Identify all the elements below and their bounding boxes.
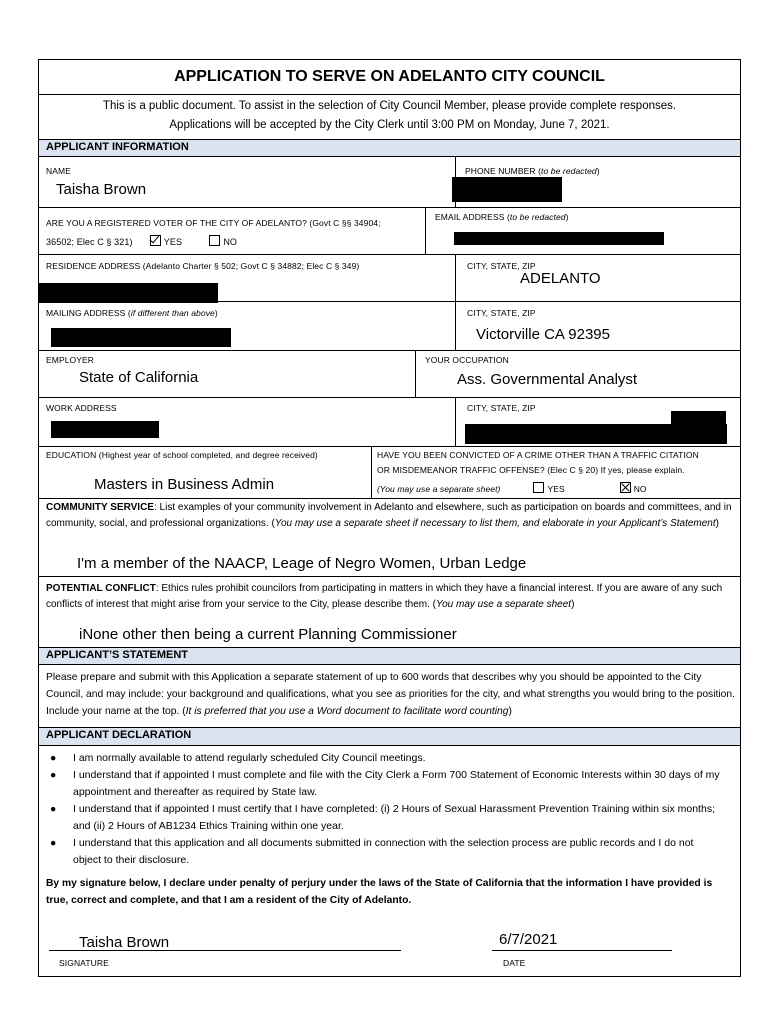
divider <box>39 446 740 447</box>
bullet-icon: ● <box>50 837 57 849</box>
section-applicant-statement: APPLICANT’S STATEMENT <box>39 647 740 665</box>
divider <box>455 254 456 301</box>
divider <box>39 94 740 95</box>
voter-no-checkbox[interactable] <box>209 235 220 246</box>
residence-city-label: CITY, STATE, ZIP <box>467 261 536 271</box>
divider <box>425 207 426 254</box>
work-city-label: CITY, STATE, ZIP <box>467 403 536 413</box>
application-form <box>38 59 741 977</box>
declaration-item: ● I understand that if appointed I must complete and file with the City Clerk a Form 700 Statement of Economic Interests within 30 days of my appointment and thereafter as required by State law. <box>50 769 720 798</box>
convicted-no-label: NO <box>633 484 647 494</box>
phone-redaction <box>452 177 562 202</box>
residence-label: RESIDENCE ADDRESS (Adelanto Charter § 502; Govt C § 34882; Elec C § 349) <box>46 261 360 271</box>
name-field[interactable]: Taisha Brown <box>56 181 147 198</box>
work-address-label: WORK ADDRESS <box>46 403 117 413</box>
employer-field[interactable]: State of California <box>79 369 199 386</box>
declaration-list <box>39 750 720 869</box>
declaration-closing: By my signature below, I declare under penalty of perjury under the laws of the State of California that the information I have provided is true, correct and complete, and that I am a resident of the City of Adelanto. <box>46 878 713 906</box>
section-applicant-declaration: APPLICANT DECLARATION <box>39 727 740 746</box>
divider <box>39 207 740 208</box>
date-field[interactable]: 6/7/2021 <box>499 931 558 948</box>
statement-instructions: Please prepare and submit with this Application a separate statement of up to 600 words that describes why you should be appointed to the City Council, and may include: your background and qualifications, what you see as priorities for the city, and what strengths you would bring to the position. Include your name at the top. (It is preferred that you use a Word document to facilitate word counting) <box>46 672 735 717</box>
divider <box>455 301 456 350</box>
conflict-field[interactable]: iNone other then being a current Planning Commissioner <box>79 626 457 643</box>
convicted-label-3: (You may use a separate sheet) YES NO <box>377 484 647 494</box>
employer-label: EMPLOYER <box>46 355 95 365</box>
community-instructions: COMMUNITY SERVICE: List examples of your community involvement in Adelanto and elsewhere, such as participation on boards and committees, and in community, social, and professional organizations. (You may use a separate sheet if necessary to list them, and elaborate in your Applicant’s Statement) <box>46 502 732 529</box>
name-label: NAME <box>46 166 71 176</box>
mailing-city-field[interactable]: Victorville CA 92395 <box>476 326 610 343</box>
residence-city-field[interactable]: ADELANTO <box>520 270 601 287</box>
education-label: EDUCATION (Highest year of school completed, and degree received) <box>46 450 318 460</box>
divider <box>39 397 740 398</box>
section-applicant-information: APPLICANT INFORMATION <box>39 139 740 157</box>
education-field[interactable]: Masters in Business Admin <box>94 476 275 493</box>
bullet-icon: ● <box>50 752 57 764</box>
intro-line-2: Applications will be accepted by the City Clerk until 3:00 PM on Monday, June 7, 2021. <box>169 119 610 131</box>
date-line <box>492 950 672 951</box>
date-label: DATE <box>503 958 526 968</box>
work-address-redaction <box>51 421 159 438</box>
conflict-instructions: POTENTIAL CONFLICT: Ethics rules prohibit councilors from participating in matters in which they have a financial interest. If you are aware of any such conflicts of interest that might arise from your service to the City, please describe them. (You may use a separate sheet) <box>46 583 723 610</box>
mailing-label: MAILING ADDRESS (if different than above) <box>46 308 218 318</box>
divider <box>39 254 740 255</box>
declaration-item: ● I understand that if appointed I must certify that I have completed: (i) 2 Hours of Sexual Harassment Prevention Training within six months; and (ii) 2 Hours of AB1234 Ethics Training within one year. <box>50 803 715 832</box>
voter-no-label: NO <box>223 237 238 247</box>
phone-label: PHONE NUMBER (to be redacted) <box>465 166 600 176</box>
convicted-label-1: HAVE YOU BEEN CONVICTED OF A CRIME OTHER THAN A TRAFFIC CITATION <box>377 450 699 460</box>
divider <box>415 350 416 397</box>
mailing-redaction <box>51 328 231 347</box>
divider <box>455 397 456 446</box>
convicted-yes-label: YES <box>547 484 565 494</box>
residence-redaction <box>39 283 218 303</box>
declaration-item: ● I understand that this application and all documents submitted in connection with the selection process are public records and I do not object to their disclosure. <box>50 837 694 866</box>
convicted-yes-checkbox[interactable] <box>533 482 544 493</box>
divider <box>371 446 372 498</box>
voter-label: ARE YOU A REGISTERED VOTER OF THE CITY OF ADELANTO? (Govt C §§ 34904; <box>46 218 381 228</box>
voter-yes-checkbox[interactable] <box>150 235 161 246</box>
community-field[interactable]: I'm a member of the NAACP, Leage of Negro Women, Urban Ledge <box>77 555 527 572</box>
convicted-label-2: OR MISDEMEANOR TRAFFIC OFFENSE? (Elec C § 20) If yes, please explain. <box>377 465 685 475</box>
voter-label-2: 36502; Elec C § 321) YES NO <box>46 237 238 247</box>
bullet-icon: ● <box>50 803 57 815</box>
signature-line <box>49 950 401 951</box>
divider <box>39 498 740 499</box>
divider <box>39 350 740 351</box>
signature-field[interactable]: Taisha Brown <box>79 934 170 951</box>
email-redaction <box>454 232 664 245</box>
intro-line-1: This is a public document. To assist in the selection of City Council Member, please provide complete responses. <box>102 100 677 112</box>
declaration-item: ● I am normally available to attend regularly scheduled City Council meetings. <box>39 750 720 767</box>
signature-label: SIGNATURE <box>59 958 109 968</box>
form-title: APPLICATION TO SERVE ON ADELANTO CITY COUNCIL <box>174 68 605 85</box>
voter-yes-label: YES <box>163 237 183 247</box>
mailing-city-label: CITY, STATE, ZIP <box>467 308 536 318</box>
divider <box>39 301 740 302</box>
convicted-no-checkbox[interactable] <box>620 482 631 493</box>
work-city-redaction-2 <box>465 424 727 444</box>
occupation-label: YOUR OCCUPATION <box>425 355 509 365</box>
divider <box>39 576 740 577</box>
bullet-icon: ● <box>50 769 57 781</box>
email-label: EMAIL ADDRESS (to be redacted) <box>435 212 569 222</box>
occupation-field[interactable]: Ass. Governmental Analyst <box>457 371 638 388</box>
